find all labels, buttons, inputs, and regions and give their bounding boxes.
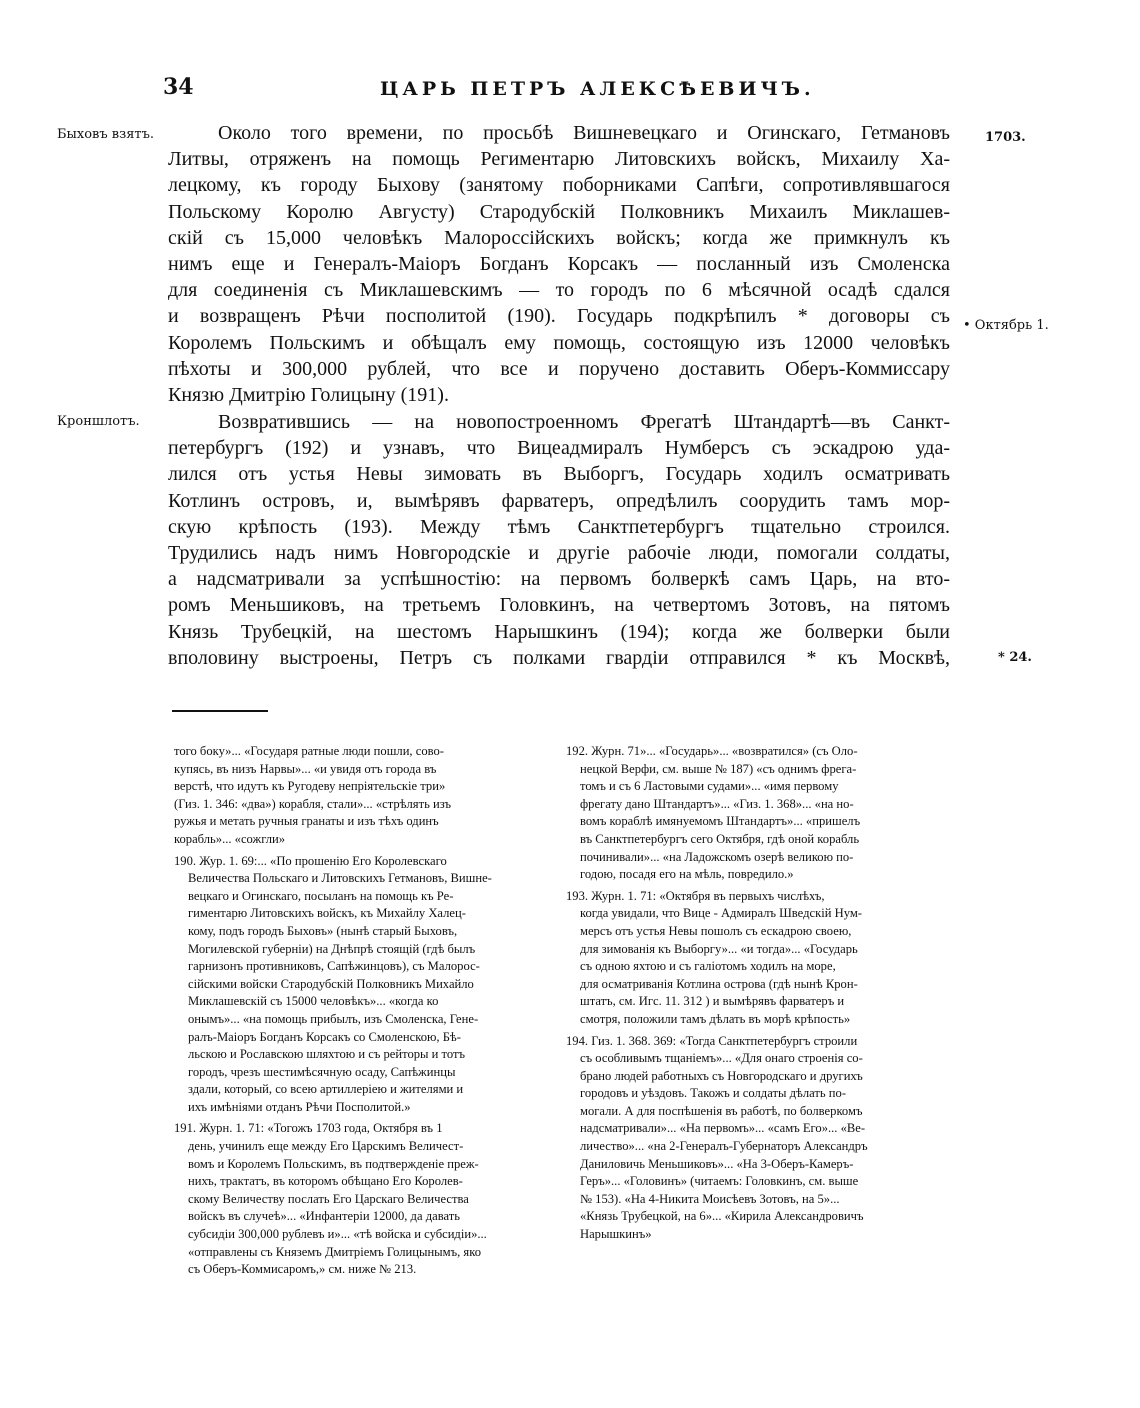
footnotes-left-column bbox=[174, 743, 558, 1283]
footnote-line: сійскими войски Стародубскій Полковникъ Михайло bbox=[188, 976, 474, 991]
footnote bbox=[566, 888, 958, 1029]
page-number: 34 bbox=[163, 74, 194, 100]
text-line: вполовину выстроены, Петръ съ полками гвардіи отправился * къ Москвѣ, bbox=[168, 646, 950, 669]
margin-note-24: * 24. bbox=[998, 650, 1032, 665]
text-line: лился отъ устья Невы зимовать въ Выборгъ, Государь ходилъ осматривать bbox=[168, 463, 950, 486]
text-line: для соединенія съ Миклашевскимъ — то городъ по 6 мѣсячной осадѣ сдался bbox=[168, 279, 950, 302]
text-line: ромъ Меньшиковъ, на третьемъ Головкинъ, на четвертомъ Зотовъ, на пятомъ bbox=[168, 594, 950, 617]
text-line: лецкому, къ городу Быхову (занятому поборниками Сапѣги, сопротивлявшагося bbox=[168, 174, 950, 197]
footnote-line: томъ и съ 6 Ластовыми судами»... «имя первому bbox=[580, 779, 839, 794]
footnote-line: купясь, въ низъ Нарвы»... «и увидя отъ города въ bbox=[174, 761, 437, 776]
text-line: пѣхоты и 300,000 рублей, что все и поручено доставить Оберъ-Коммиссару bbox=[168, 357, 950, 380]
footnote-line: съ Оберъ-Коммисаромъ,» см. ниже № 213. bbox=[188, 1262, 417, 1277]
margin-note-bykhov: Быховъ взятъ. bbox=[57, 127, 154, 142]
paragraph-bykhov bbox=[168, 120, 950, 408]
footnote-line: ружья и метать ручныя гранаты и изъ тѣхъ одинъ bbox=[174, 814, 439, 829]
footnote-line: Даниловичь Меньшиковъ»... «На 3-Оберъ-Камеръ- bbox=[580, 1156, 854, 1171]
footnote-line: верстѣ, что идутъ къ Ругодеву непріятельскіе три» bbox=[174, 779, 446, 794]
footnote-line: въ Санктпетербургъ сего Октября, гдѣ оной корабль bbox=[580, 831, 860, 846]
footnote-line: здали, который, со всею артиллеріею и жителями и bbox=[188, 1082, 464, 1097]
footnote-line: нецкой Верфи, см. выше № 187) «съ однимъ фрега- bbox=[580, 761, 857, 776]
footnote-line: корабль»... «сожгли» bbox=[174, 831, 286, 846]
footnote-line: вецкаго и Огинскаго, посыланъ на помощь къ Ре- bbox=[188, 888, 454, 903]
text-line: и возвращенъ Рѣчи посполитой (190). Государь подкрѣпилъ * договоры съ bbox=[168, 305, 950, 328]
text-line: Князю Дмитрію Голицыну (191). bbox=[168, 384, 449, 407]
footnote-line: 192. Журн. 71»... «Государь»... «возвратился» (съ Оло- bbox=[566, 744, 858, 758]
footnote-line: нихъ, трактатъ, въ которомъ обѣщано Его Королев- bbox=[188, 1174, 463, 1189]
text-line: Польскому Королю Августу) Стародубскій Полковникъ Михаилъ Миклашев- bbox=[168, 200, 950, 223]
footnote-line: ралъ-Маіоръ Богданъ Корсакъ со Смоленскою, Бѣ- bbox=[188, 1029, 461, 1044]
footnote-line: скому Величеству послать Его Царскаго Величества bbox=[188, 1191, 469, 1206]
footnote-line: мерсъ отъ устья Невы пошолъ съ ескадрою своею, bbox=[580, 923, 852, 938]
footnote-line: смотря, положили тамъ дѣлать въ морѣ крѣпость» bbox=[580, 1011, 851, 1026]
running-title: ЦАРЬ ПЕТРЪ АЛЕКСѢЕВИЧЪ. bbox=[380, 78, 815, 100]
footnote-line: брано людей работныхъ съ Новгородскаго и другихъ bbox=[580, 1068, 863, 1083]
text-line: скую крѣпость (193). Между тѣмъ Санктпетербургъ тщательно строился. bbox=[168, 515, 950, 538]
footnote-line: вомъ кораблѣ имянуемомъ Штандартъ»... «пришелъ bbox=[580, 814, 861, 829]
footnote-line: № 153). «На 4-Никита Моисѣевъ Зотовъ, на 5»... bbox=[580, 1191, 840, 1206]
footnote-separator bbox=[172, 710, 268, 712]
text-line: Возвратившись — на новопостроенномъ Фрегатѣ Штандартѣ—въ Санкт- bbox=[218, 411, 950, 433]
footnote-line: день, учинилъ еще между Его Царскимъ Величест- bbox=[188, 1139, 464, 1154]
text-line: нимъ еще и Генералъ-Маіоръ Богданъ Корсакъ — посланный изъ Смоленска bbox=[168, 253, 950, 276]
paragraph-kronshlot bbox=[168, 409, 950, 671]
footnote bbox=[174, 743, 558, 849]
footnote-line: съ одною яхтою и съ галіотомъ ходилъ на море, bbox=[580, 959, 836, 974]
footnote-line: для зимованія къ Выборгу»... «и тогда»... «Государь bbox=[580, 941, 858, 956]
footnote-line: Миклашевскій съ 15000 человѣкъ»... «когда ко bbox=[188, 994, 439, 1009]
footnote-line: онымъ»... «на помощь прибылъ, изъ Смоленска, Гене- bbox=[188, 1011, 479, 1026]
margin-note-october: • Октябрь 1. bbox=[963, 318, 1049, 333]
footnote-line: Геръ»... «Головинъ» (читаемъ: Головкинъ, см. выше bbox=[580, 1174, 859, 1189]
footnote-line: 190. Жур. 1. 69:... «По прошенію Его Королевскаго bbox=[174, 853, 447, 868]
text-line: скій съ 15,000 человѣкъ Малороссійскихъ войскъ; когда же примкнулъ къ bbox=[168, 226, 950, 249]
footnote-line: кому, подъ городъ Быховъ» (нынѣ старый Быховъ, bbox=[188, 923, 458, 938]
text-line: Литвы, отряженъ на помощь Региментарю Литовскихъ войскъ, Михаилу Ха- bbox=[168, 148, 950, 171]
footnote-line: гиментарю Литовскихъ войскъ, къ Михайлу Халец- bbox=[188, 906, 466, 921]
footnote-line: Величества Польскаго и Литовскихъ Гетмановъ, Вишне- bbox=[188, 871, 492, 886]
footnote-line: субсидіи 300,000 рублевъ и»... «тѣ войска и субсидіи»... bbox=[188, 1227, 487, 1242]
footnote-line: городъ, чрезъ шестимѣсячную осаду, Сапѣжинцы bbox=[188, 1064, 456, 1079]
footnote-line: 191. Журн. 1. 71: «Тогожъ 1703 года, Октября въ 1 bbox=[174, 1121, 443, 1136]
footnote-line: «отправлены съ Княземъ Дмитріемъ Голицынымъ, яко bbox=[188, 1244, 481, 1259]
footnote-line: войскъ въ случеѣ»... «Инфантеріи 12000, да давать bbox=[188, 1209, 460, 1224]
footnote-line: «Князь Трубецкой, на 6»... «Кирила Александровичъ bbox=[580, 1209, 864, 1224]
footnote-line: льскою и Рославскою шляхтою и съ рейторы и тотъ bbox=[188, 1047, 466, 1062]
footnote-line: могали. А для поспѣшенія въ работѣ, по болверкомъ bbox=[580, 1103, 863, 1118]
footnote-line: того боку»... «Государя ратные люди пошли, сово- bbox=[174, 744, 444, 758]
text-line: Около того времени, по просьбѣ Вишневецкаго и Огинскаго, Гетмановъ bbox=[218, 122, 950, 144]
footnote-line: личество»... «на 2-Генералъ-Губернаторъ Александръ bbox=[580, 1139, 868, 1154]
footnote-line: гарнизонъ противниковъ, Сапѣжинцовъ), съ Малорос- bbox=[188, 959, 480, 974]
text-line: а надсматривали за успѣшностію: на первомъ болверкѣ самъ Царь, на вто- bbox=[168, 568, 950, 591]
footnotes-right-column bbox=[566, 743, 958, 1248]
footnote-line: надсматривали»... «На первомъ»... «самъ Его»... «Ве- bbox=[580, 1121, 866, 1136]
footnote-line: вомъ и Королемъ Польскимъ, въ подтвержденіе преж- bbox=[188, 1156, 479, 1171]
text-line: петербургъ (192) и узнавъ, что Вицеадмиралъ Нумберсъ съ эскадрою уда- bbox=[168, 437, 950, 460]
footnote-line: Нарышкинъ» bbox=[580, 1227, 652, 1242]
footnote-line: съ особливымъ тщаніемъ»... «Для онаго строенія со- bbox=[580, 1051, 863, 1066]
footnote-line: когда увидали, что Вице - Адмиралъ Шведскій Нум- bbox=[580, 906, 862, 921]
footnote-line: ихъ имѣніями отданъ Рѣчи Посполитой.» bbox=[188, 1099, 411, 1114]
footnote bbox=[566, 1033, 958, 1244]
footnote-line: фрегату дано Штандартъ»... «Гиз. 1. 368»... «на но- bbox=[580, 796, 854, 811]
footnote-line: годою, посадя его на мѣль, повредило.» bbox=[580, 867, 794, 882]
text-line: Котлинъ островъ, и, вымѣрявъ фарватеръ, опредѣлилъ соорудить тамъ мор- bbox=[168, 489, 950, 512]
footnote-line: 193. Журн. 1. 71: «Октября въ первыхъ числѣхъ, bbox=[566, 888, 825, 903]
footnote-line: (Гиз. 1. 346: «два») корабля, стали»... «стрѣлять изъ bbox=[174, 796, 452, 811]
text-line: Трудились надъ нимъ Новгородскіе и другіе рабочіе люди, помогали солдаты, bbox=[168, 542, 950, 565]
footnote bbox=[174, 853, 558, 1117]
footnote-line: для осматриванія Котлина острова (гдѣ нынѣ Крон- bbox=[580, 976, 858, 991]
margin-note-year: 1703. bbox=[985, 130, 1026, 145]
margin-note-kronshlot: Кроншлотъ. bbox=[57, 414, 140, 429]
text-line: Князь Трубецкій, на шестомъ Нарышкинъ (194); когда же болверки были bbox=[168, 620, 950, 643]
footnote-line: 194. Гиз. 1. 368. 369: «Тогда Санктпетербургъ строили bbox=[566, 1033, 858, 1048]
text-line: Королемъ Польскимъ и обѣщалъ ему помощь, состоящую изъ 12000 человѣкъ bbox=[168, 331, 950, 354]
footnote-line: починивали»... «на Ладожскомъ озерѣ великою по- bbox=[580, 849, 854, 864]
footnote-line: городовъ и уѣздовъ. Такожъ и солдаты дѣлать по- bbox=[580, 1086, 847, 1101]
footnote bbox=[566, 743, 958, 884]
footnote-line: штатъ, см. Игс. 11. 312 ) и вымѣрявъ фарватеръ и bbox=[580, 994, 845, 1009]
footnote bbox=[174, 1120, 558, 1278]
footnote-line: Могилевской губерніи) на Днѣпрѣ стоящій (гдѣ былъ bbox=[188, 941, 476, 956]
